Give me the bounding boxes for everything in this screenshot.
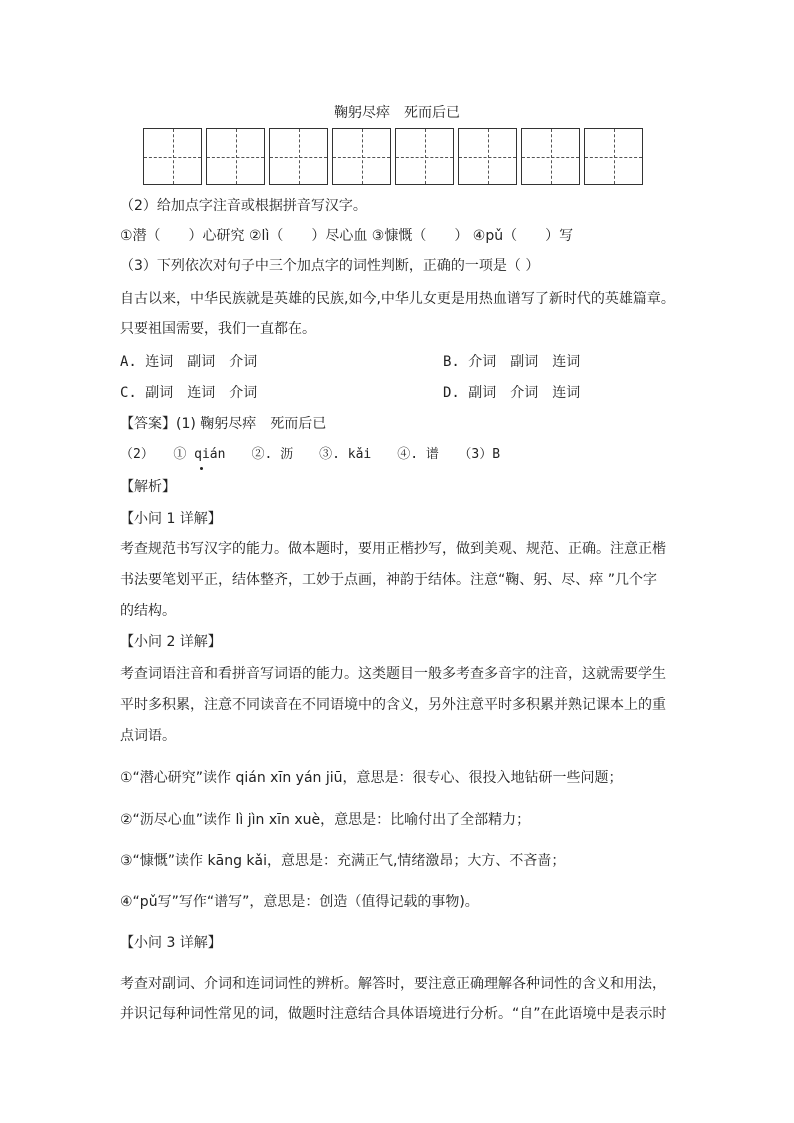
grid-cell — [458, 128, 517, 185]
emphasis-dot — [200, 467, 203, 470]
grid-cell-horizontal-guide — [144, 157, 201, 158]
option-b: B. 介词 副词 连词 — [443, 354, 581, 370]
sub-question-3-text-2: 并识记每种词性常见的词，做题时注意结合具体语境进行分析。“自”在此语境中是表示时 — [120, 1006, 667, 1022]
question-3-sentence-1: 自古以来，中华民族就是英雄的民族,如今,中华儿女更是用热血谱写了新时代的英雄篇章。 — [120, 291, 675, 307]
answer-line-1: 【答案】(1) 鞠躬尽瘁 死而后已 — [120, 416, 327, 432]
sub-question-1-text-3: 的结构。 — [120, 603, 176, 619]
question-3-sentence-2: 只要祖国需要，我们一直都在。 — [120, 321, 316, 337]
grid-cell-horizontal-guide — [396, 157, 453, 158]
grid-cell-horizontal-guide — [585, 157, 642, 158]
sub-question-1-text-2: 书法要笔划平正，结体整齐，工妙于点画，神韵于结体。注意“鞠、躬、尽、瘁 ”几个字 — [120, 572, 657, 588]
sub-question-3-text-1: 考查对副词、介词和连词词性的辨析。解答时，要注意正确理解各种词性的含义和用法， — [120, 976, 666, 992]
grid-title: 鞠躬尽瘁 死而后已 — [334, 105, 460, 121]
grid-cell — [332, 128, 391, 185]
grid-cell-horizontal-guide — [459, 157, 516, 158]
writing-grid — [143, 128, 643, 185]
sub-question-2-text-3: 点词语。 — [120, 728, 176, 744]
grid-cell — [521, 128, 580, 185]
sub-question-2-item-1: ①“潜心研究”读作 qián xīn yán jiū，意思是：很专心、很投入地钻研一些问题； — [120, 770, 623, 786]
grid-cell-horizontal-guide — [207, 157, 264, 158]
question-2-items: ①潜（ ）心研究 ②lì（ ）尽心血 ③慷慨（ ） ④pǔ（ ）写 — [120, 228, 574, 244]
sub-question-2-header: 【小问 2 详解】 — [120, 634, 222, 650]
question-2-intro: （2）给加点字注音或根据拼音写汉字。 — [120, 198, 367, 214]
answer-line-2: （2） ① qián ②. 沥 ③. kǎi ④. 谱 （3）B — [120, 447, 501, 462]
analysis-header: 【解析】 — [120, 479, 176, 495]
option-a: A. 连词 副词 介词 — [120, 354, 258, 370]
sub-question-1-text-1: 考查规范书写汉字的能力。做本题时，要用正楷抄写，做到美观、规范、正确。注意正楷 — [120, 541, 666, 557]
sub-question-2-item-2: ②“沥尽心血”读作 lì jìn xīn xuè，意思是：比喻付出了全部精力； — [120, 812, 531, 828]
sub-question-2-item-3: ③“慷慨”读作 kāng kǎi，意思是：充满正气,情绪激昂；大方、不吝啬； — [120, 853, 566, 869]
sub-question-3-header: 【小问 3 详解】 — [120, 935, 222, 951]
option-d: D. 副词 介词 连词 — [443, 385, 581, 401]
sub-question-1-header: 【小问 1 详解】 — [120, 511, 222, 527]
sub-question-2-text-2: 平时多积累，注意不同读音在不同语境中的含义，另外注意平时多积累并熟记课本上的重 — [120, 697, 666, 713]
grid-cell — [584, 128, 643, 185]
sub-question-2-text-1: 考查词语注音和看拼音写词语的能力。这类题目一般多考查多音字的注音，这就需要学生 — [120, 666, 666, 682]
grid-cell-horizontal-guide — [333, 157, 390, 158]
grid-cell — [143, 128, 202, 185]
grid-cell — [395, 128, 454, 185]
grid-cell — [269, 128, 328, 185]
question-3-intro: （3）下列依次对句子中三个加点字的词性判断，正确的一项是（ ） — [120, 258, 540, 274]
grid-cell-horizontal-guide — [270, 157, 327, 158]
option-c: C. 副词 连词 介词 — [120, 385, 258, 401]
sub-question-2-item-4: ④“pǔ写”写作“谱写”，意思是：创造（值得记载的事物)。 — [120, 894, 479, 910]
grid-cell-horizontal-guide — [522, 157, 579, 158]
grid-cell — [206, 128, 265, 185]
